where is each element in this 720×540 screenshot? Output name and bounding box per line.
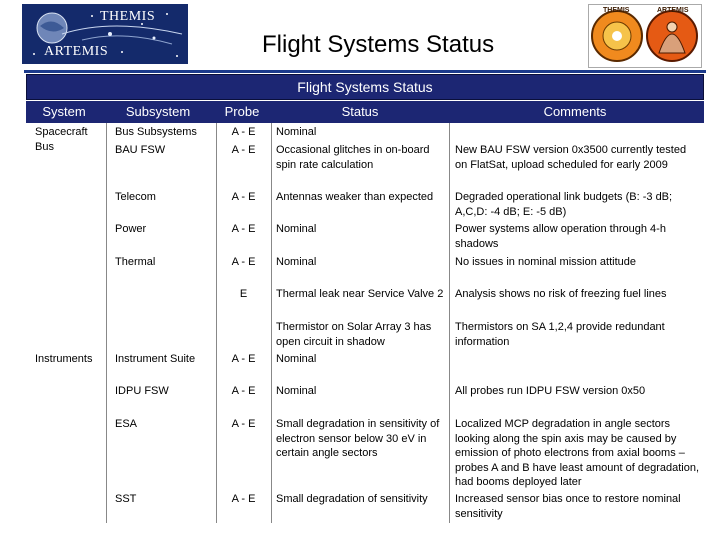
col-header-system: System bbox=[42, 104, 86, 119]
cell-probe: A - E bbox=[231, 353, 256, 365]
cell-status: Thermal leak near Service Valve 2 bbox=[276, 288, 444, 300]
cell-subsystem: SST bbox=[115, 493, 137, 505]
column-divider bbox=[449, 123, 450, 523]
cell-status: Nominal bbox=[276, 223, 317, 235]
cell-comments: No issues in nominal mission attitude bbox=[455, 256, 636, 268]
column-divider bbox=[271, 123, 272, 523]
patch-label-themis: THEMIS bbox=[603, 7, 630, 14]
cell-comments: New BAU FSW version 0x3500 currently tested on FlatSat, upload scheduled for early 2009 bbox=[455, 144, 687, 171]
col-header-probe: Probe bbox=[224, 104, 260, 119]
cell-subsystem: Instrument Suite bbox=[115, 353, 196, 365]
status-table bbox=[26, 74, 704, 526]
cell-probe: A - E bbox=[231, 223, 256, 235]
cell-subsystem: Power bbox=[115, 223, 147, 235]
table-banner: Flight Systems Status bbox=[26, 74, 704, 100]
cell-probe: A - E bbox=[231, 418, 256, 430]
cell-status: Nominal bbox=[276, 256, 317, 268]
column-divider bbox=[106, 123, 107, 523]
cell-subsystem: IDPU FSW bbox=[115, 385, 169, 397]
cell-comments: Analysis shows no risk of freezing fuel lines bbox=[455, 288, 667, 300]
logo-text-artemis: ARTEMIS bbox=[44, 44, 109, 59]
cell-probe: A - E bbox=[231, 256, 256, 268]
col-header-comments: Comments bbox=[543, 104, 607, 119]
table-header-row bbox=[26, 101, 704, 123]
cell-subsystem: Thermal bbox=[115, 256, 156, 268]
cell-status: Nominal bbox=[276, 385, 317, 397]
header-divider bbox=[24, 70, 706, 73]
cell-comments: Thermistors on SA 1,2,4 provide redundant information bbox=[455, 321, 665, 348]
column-divider bbox=[216, 123, 217, 523]
cell-subsystem: ESA bbox=[115, 418, 138, 430]
cell-probe: A - E bbox=[231, 191, 256, 203]
mission-patch-graphic bbox=[589, 5, 701, 67]
cell-status: Nominal bbox=[276, 353, 317, 365]
themis-artemis-logo bbox=[22, 4, 188, 64]
cell-probe: A - E bbox=[231, 385, 256, 397]
cell-comments: Power systems allow operation through 4-h shadows bbox=[455, 223, 666, 250]
page-title: Flight Systems Status bbox=[262, 31, 495, 58]
cell-comments: All probes run IDPU FSW version 0x50 bbox=[455, 385, 646, 397]
cell-probe: E bbox=[239, 288, 248, 300]
cell-status: Nominal bbox=[276, 126, 317, 138]
cell-status: Small degradation of sensitivity bbox=[276, 493, 428, 505]
mission-patches bbox=[588, 4, 702, 68]
cell-probe: A - E bbox=[231, 144, 256, 156]
cell-system: Spacecraft Bus bbox=[35, 126, 88, 153]
cell-system: Instruments bbox=[35, 353, 93, 365]
logo-text-themis: THEMIS bbox=[100, 9, 156, 24]
patch-label-artemis: ARTEMIS bbox=[657, 7, 689, 14]
col-header-status: Status bbox=[341, 104, 379, 119]
cell-status: Small degradation in sensitivity of electron sensor below 30 eV in certain angle sectors bbox=[276, 418, 440, 459]
cell-subsystem: Telecom bbox=[115, 191, 156, 203]
cell-subsystem: Bus Subsystems bbox=[115, 126, 197, 138]
cell-status: Antennas weaker than expected bbox=[276, 191, 434, 203]
cell-comments: Localized MCP degradation in angle sectors looking along the spin axis may be caused by emission of photo electrons from axial booms – probes A and B have least amount of degradation, had booms deployed later bbox=[455, 418, 700, 488]
cell-probe: A - E bbox=[231, 126, 256, 138]
cell-comments: Increased sensor bias once to restore nominal sensitivity bbox=[455, 493, 681, 520]
cell-probe: A - E bbox=[231, 493, 256, 505]
col-header-subsystem: Subsystem bbox=[125, 104, 191, 119]
cell-status: Thermistor on Solar Array 3 has open circuit in shadow bbox=[276, 321, 432, 348]
cell-subsystem: BAU FSW bbox=[115, 144, 166, 156]
cell-status: Occasional glitches in on-board spin rate calculation bbox=[276, 144, 430, 171]
cell-comments: Degraded operational link budgets (B: -3 dB; A,C,D: -4 dB; E: -5 dB) bbox=[455, 191, 673, 218]
